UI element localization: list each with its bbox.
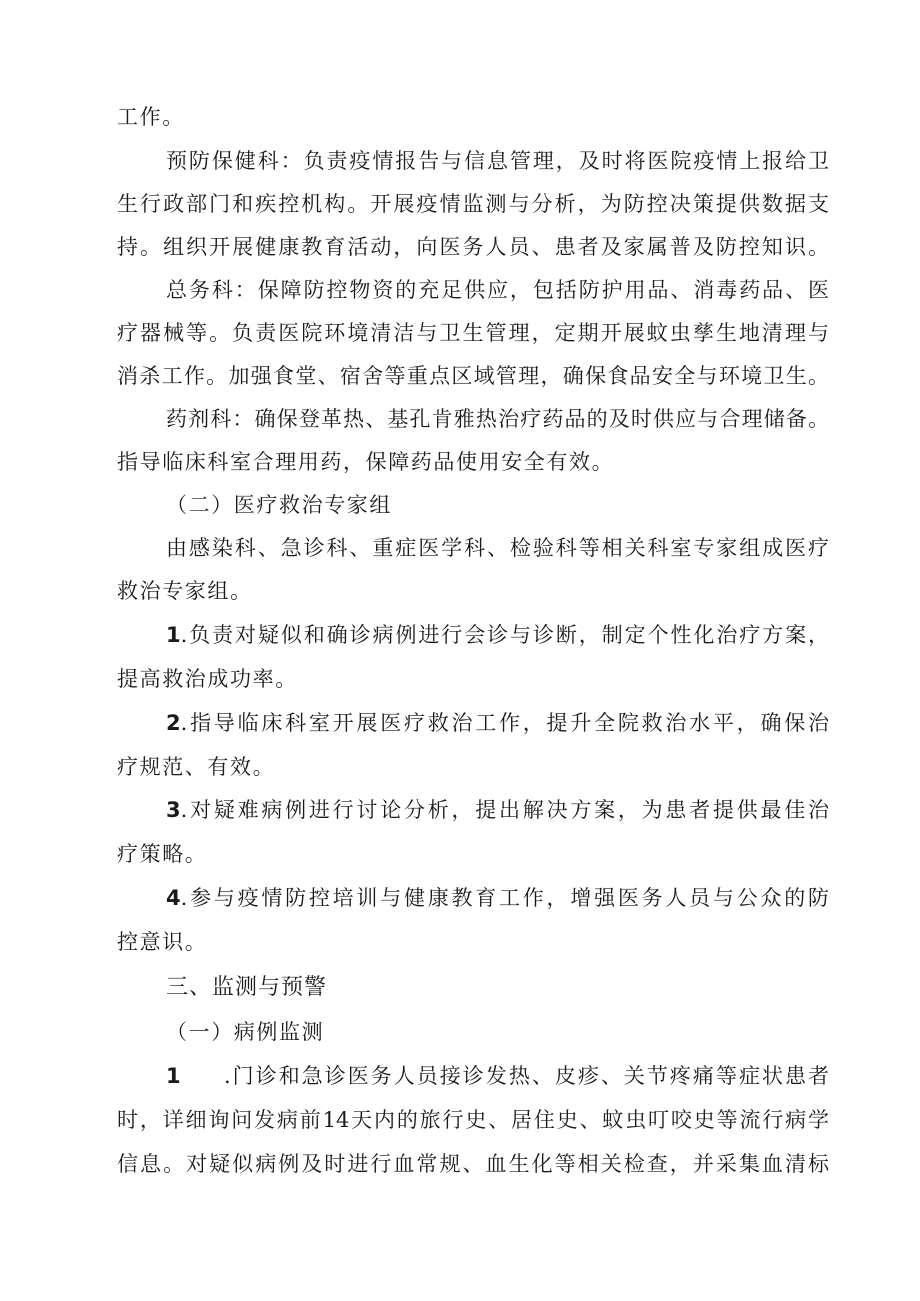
subsection-heading: （一）病例监测 (166, 1020, 325, 1044)
paragraph-line: 生行政部门和疾控机构。开展疫情监测与分析，为防控决策提供数据支 (117, 192, 829, 216)
list-item-text: .对疑难病例进行讨论分析，提出解决方案，为患者提供最佳治 (180, 798, 829, 822)
paragraph-line: 工作。 (117, 105, 185, 129)
paragraph-line: 疗器械等。负责医院环境清洁与卫生管理，定期开展蚊虫孳生地清理与 (117, 321, 829, 345)
list-item-line (166, 620, 829, 650)
list-item-text: .门诊和急诊医务人员接诊发热、皮疹、关节疼痛等症状患者 (224, 1064, 829, 1088)
paragraph-line: 提高救治成功率。 (117, 667, 298, 691)
paragraph-line: 时，详细询问发病前14天内的旅行史、居住史、蚊虫叮咬史等流行病学 (117, 1108, 829, 1132)
list-number: 2 (166, 711, 181, 735)
list-number: 4 (166, 886, 181, 910)
list-item-text: .负责对疑似和确诊病例进行会诊与诊断，制定个性化治疗方案， (180, 623, 829, 647)
list-item-line (166, 708, 829, 738)
paragraph-line: 总务科：保障防控物资的充足供应，包括防护用品、消毒药品、医 (166, 278, 829, 302)
subsection-heading: （二）医疗救治专家组 (166, 493, 392, 517)
section-heading: 三、监测与预警 (166, 975, 328, 1000)
paragraph-line: 消杀工作。加强食堂、宿舍等重点区域管理，确保食品安全与环境卫生。 (117, 364, 829, 388)
list-item-line (166, 1061, 829, 1091)
paragraph-line: 救治专家组。 (117, 579, 253, 603)
paragraph-line: 信息。对疑似病例及时进行血常规、血生化等相关检查，并采集血清标 (117, 1152, 829, 1176)
paragraph-line: 由感染科、急诊科、重症医学科、检验科等相关科室专家组成医疗 (166, 536, 829, 560)
paragraph-line: 控意识。 (117, 930, 208, 954)
list-number: 1 (166, 1064, 181, 1088)
paragraph-line: 持。组织开展健康教育活动，向医务人员、患者及家属普及防控知识。 (117, 235, 829, 259)
paragraph-line: 药剂科：确保登革热、基孔肯雅热治疗药品的及时供应与合理储备。 (166, 407, 829, 431)
paragraph-line: 预防保健科：负责疫情报告与信息管理，及时将医院疫情上报给卫 (166, 149, 829, 173)
paragraph-line: 疗策略。 (117, 842, 208, 866)
list-item-line (166, 883, 829, 913)
list-number: 3 (166, 798, 181, 822)
list-item-text: .指导临床科室开展医疗救治工作，提升全院救治水平，确保治 (180, 711, 829, 735)
list-item-text: .参与疫情防控培训与健康教育工作，增强医务人员与公众的防 (180, 886, 829, 910)
list-item-line (166, 795, 829, 825)
paragraph-line: 指导临床科室合理用药，保障药品使用安全有效。 (117, 450, 615, 474)
list-number: 1 (166, 623, 181, 647)
paragraph-line: 疗规范、有效。 (117, 755, 276, 779)
